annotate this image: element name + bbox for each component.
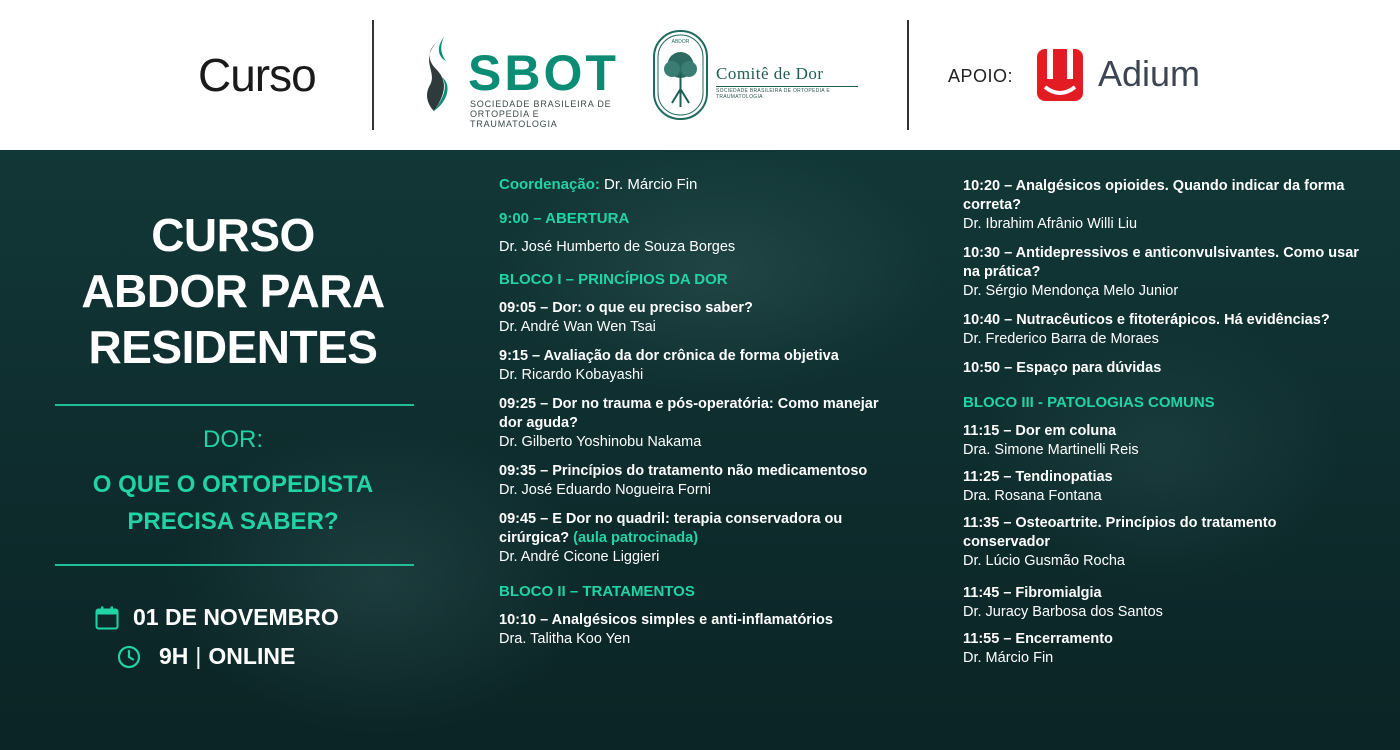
section-title: BLOCO I – PRINCÍPIOS DA DOR [499,271,728,288]
sponsor-name: Adium [1098,53,1201,94]
speaker: Dr. Gilberto Yoshinobu Nakama [499,434,702,450]
sbot-logo-icon [418,35,464,113]
speaker: Dra. Rosana Fontana [963,488,1102,504]
list-item [499,395,899,452]
program-column-right [963,177,1363,678]
speaker: Dr. Ibrahim Afrânio Willi Liu [963,216,1138,232]
clock-icon [117,645,141,669]
sponsored-tag: (aula patrocinada) [573,530,699,546]
subtitle-line: PRECISA SABER? [127,508,339,535]
date-text: 01 DE NOVEMBRO [133,604,339,630]
header-divider [372,20,374,130]
list-item [963,244,1363,301]
list-item [963,468,1363,506]
list-item [499,238,899,257]
talk-title: 10:20 – Analgésicos opioides. Quando indicar da forma correta? [963,178,1345,213]
talk-title: 09:35 – Princípios do tratamento não medicamentoso [499,463,868,479]
talk-title: 9:15 – Avaliação da dor crônica de forma objetiva [499,348,839,364]
section-title: BLOCO II – TRATAMENTOS [499,583,695,600]
speaker: Dr. Lúcio Gusmão Rocha [963,553,1125,569]
list-item [963,584,1363,622]
list-item [499,347,899,385]
adium-logo-icon [1037,49,1083,101]
talk-title: 10:50 – Espaço para dúvidas [963,360,1162,376]
speaker: Dr. José Humberto de Souza Borges [499,239,736,255]
talk-title: 10:10 – Analgésicos simples e anti-inflamatórios [499,612,833,628]
event-date [95,604,339,631]
talk-title: 11:25 – Tendinopatias [963,469,1113,485]
divider-line [55,404,414,406]
subtitle [0,466,466,540]
header-bar [0,0,1400,150]
apoio-label: APOIO: [948,66,1014,86]
sbot-name: SBOT [468,45,619,101]
speaker: Dr. José Eduardo Nogueira Forni [499,482,711,498]
program-column-left [499,176,899,659]
title-line: RESIDENTES [88,321,378,373]
speaker: Dr. Márcio Fin [963,650,1054,666]
talk-title [499,510,899,548]
talk-title: 09:25 – Dor no trauma e pós-operatória: Como manejar dor aguda? [499,396,879,431]
time-separator: | [195,643,202,669]
divider-line [55,564,414,566]
dor-label: DOR: [203,426,263,453]
talk-title-text: 09:45 – E Dor no quadril: terapia conservadora ou cirúrgica? [499,511,843,546]
speaker: Dra. Simone Martinelli Reis [963,442,1139,458]
title-line: CURSO [151,209,315,261]
list-item [963,422,1363,460]
list-item [963,177,1363,234]
event-time [117,643,295,670]
page-title [0,207,466,375]
list-item [499,462,899,500]
talk-title: 10:40 – Nutracêuticos e fitoterápicos. Há evidências? [963,312,1330,328]
abdor-tree-badge-icon [652,29,709,121]
section-title: BLOCO III - PATOLOGIAS COMUNS [963,394,1215,411]
mode-text: ONLINE [208,643,296,669]
speaker: Dr. Sérgio Mendonça Melo Junior [963,283,1179,299]
comite-name: Comitê de Dor [716,64,824,83]
list-item [963,311,1363,349]
talk-title: 11:35 – Osteoartrite. Princípios do tratamento conservador [963,515,1277,550]
subtitle-line: O QUE O ORTOPEDISTA [92,471,374,498]
sbot-subtitle-line: ORTOPEDIA E TRAUMATOLOGIA [470,109,558,129]
sbot-subtitle [470,99,630,129]
talk-title: 10:30 – Antidepressivos e anticonvulsivantes. Como usar na prática? [963,245,1359,280]
svg-text:ABDOR: ABDOR [671,39,690,45]
coord-label: Coordenação: [499,176,600,193]
time-text: 9H [159,643,189,669]
main-panel [0,150,1400,750]
section-title: 9:00 – ABERTURA [499,210,630,227]
talk-title: 11:15 – Dor em coluna [963,423,1117,439]
coord-name: Dr. Márcio Fin [604,176,698,193]
speaker: Dr. Juracy Barbosa dos Santos [963,604,1163,620]
header-divider [907,20,909,130]
speaker: Dr. André Cicone Liggieri [499,549,660,565]
speaker: Dra. Talitha Koo Yen [499,631,631,647]
list-item [963,359,1363,378]
list-item [963,630,1363,668]
speaker: Dr. André Wan Wen Tsai [499,319,656,335]
list-item [499,510,899,567]
talk-title: 09:05 – Dor: o que eu preciso saber? [499,300,753,316]
talk-title: 11:45 – Fibromialgia [963,585,1102,601]
comite-subtitle: SOCIEDADE BRASILEIRA DE ORTOPEDIA E TRAUMATOLOGIA [716,88,830,100]
calendar-icon [95,606,119,630]
speaker: Dr. Ricardo Kobayashi [499,367,644,383]
title-line: ABDOR PARA [81,265,385,317]
coordination [499,176,899,193]
speaker: Dr. Frederico Barra de Moraes [963,331,1159,347]
list-item [963,514,1363,571]
talk-title: 11:55 – Encerramento [963,631,1113,647]
list-item [499,299,899,337]
list-item [499,611,899,649]
sbot-subtitle-line: SOCIEDADE BRASILEIRA DE [470,99,612,109]
comite-underline [716,86,858,87]
curso-label: Curso [198,49,316,101]
